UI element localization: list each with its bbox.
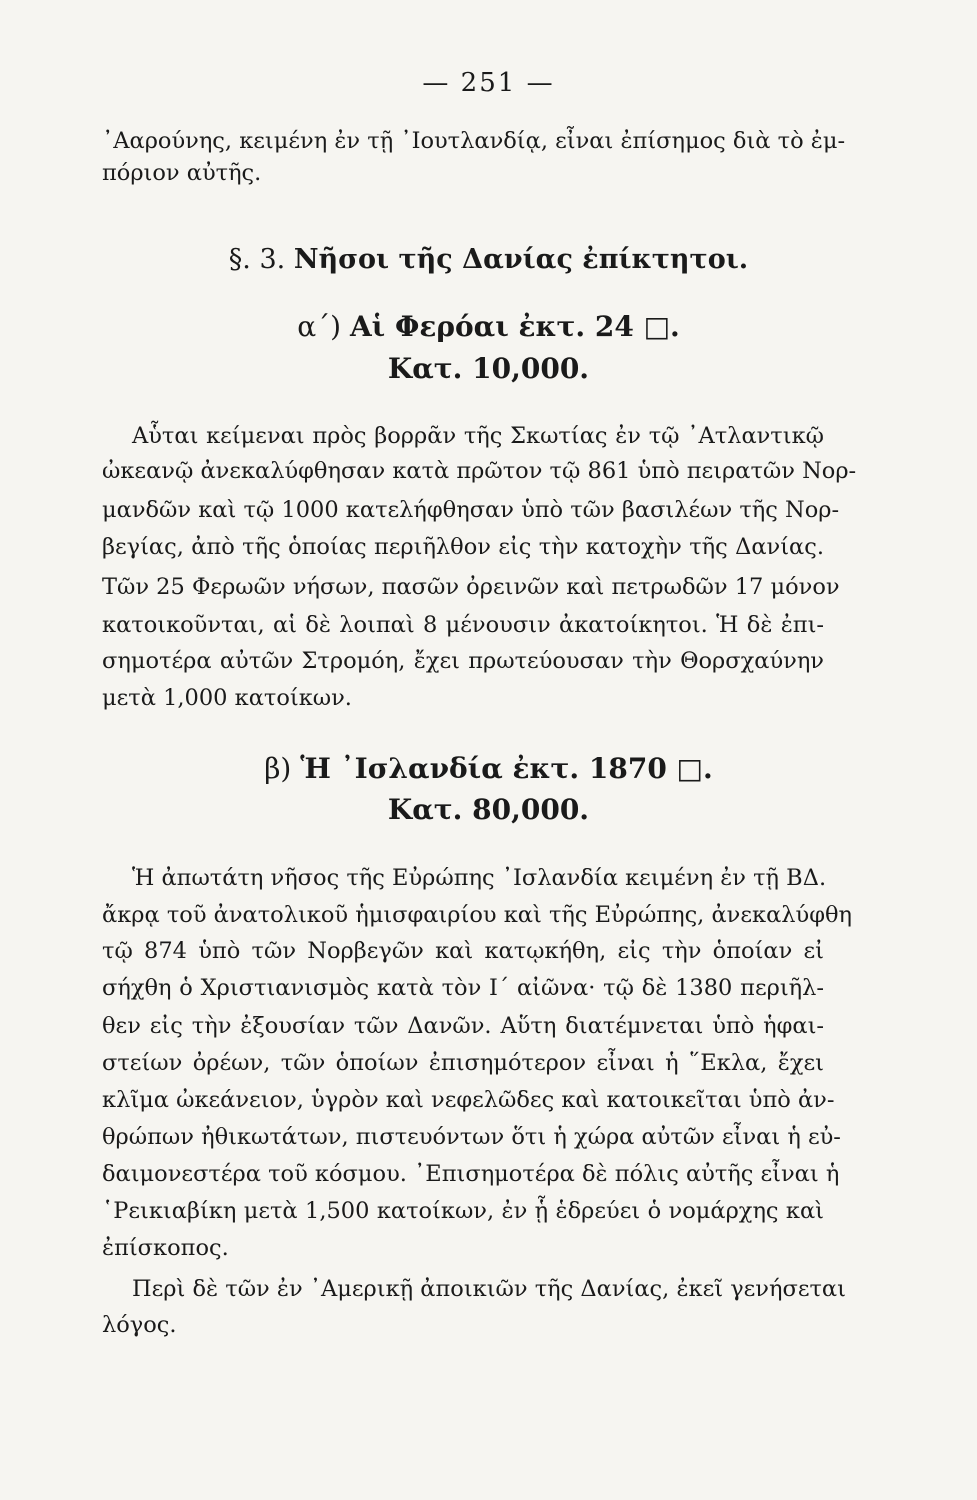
faroe-line: Αὗται κείμεναι πρὸς βορρᾶν τῆς Σκωτίας ἐν τῷ ᾿Ατλαντικῷ <box>132 423 824 449</box>
faroe-line: ὠκεανῷ ἀνεκαλύφθησαν κατὰ πρῶτον τῷ 861 ὑπὸ πειρατῶν Νορ- <box>102 458 857 484</box>
section-number: §. 3. <box>228 244 286 275</box>
iceland-heading-title: Ἡ ᾿Ισλανδία ἐκτ. 1870 □. <box>300 752 713 785</box>
section-title: Νῆσοι τῆς Δανίας ἐπίκτητοι. <box>293 244 749 275</box>
faroe-population-text: Κατ. 10,000. <box>387 352 590 385</box>
iceland-line: ῾Ρεικιαβίκη μετὰ 1,500 κατοίκων, ἐν ᾗ ἑδρεύει ὁ νομάρχης καὶ <box>102 1198 824 1224</box>
faroe-heading <box>0 310 977 343</box>
faroe-population <box>0 352 977 385</box>
faroe-line: μετὰ 1,000 κατοίκων. <box>102 685 352 711</box>
faroe-heading-title: Αἱ Φερόαι ἐκτ. 24 □. <box>349 310 680 343</box>
faroe-line: Τῶν 25 Φερωῶν νήσων, πασῶν ὀρεινῶν καὶ πετρωδῶν 17 μόνον <box>102 574 840 600</box>
faroe-line: μανδῶν καὶ τῷ 1000 κατελήφθησαν ὑπὸ τῶν βασιλέων τῆς Νορ- <box>102 497 840 523</box>
iceland-line: Ἡ ἀπωτάτη νῆσος τῆς Εὐρώπης ᾿Ισλανδία κειμένη ἐν τῇ ΒΔ. <box>132 865 827 891</box>
page-number: — 251 — <box>422 68 555 98</box>
iceland-line: σήχθη ὁ Χριστιανισμὸς κατὰ τὸν Ι΄ αἰῶνα· τῷ δὲ 1380 περιῆλ- <box>102 975 824 1001</box>
section-heading <box>0 244 977 275</box>
intro-line: πόριον αὐτῆς. <box>102 160 262 186</box>
faroe-heading-prefix: α΄) <box>297 310 342 343</box>
closing-line: Περὶ δὲ τῶν ἐν ᾿Αμερικῇ ἀποικιῶν τῆς Δανίας, ἐκεῖ γενήσεται <box>132 1276 846 1302</box>
iceland-line: τῷ 874 ὑπὸ τῶν Νορβεγῶν καὶ κατῳκήθη, εἰς τὴν ὁποίαν εἰ <box>102 938 824 964</box>
faroe-line: βεγίας, ἀπὸ τῆς ὁποίας περιῆλθον εἰς τὴν κατοχὴν τῆς Δανίας. <box>102 534 824 560</box>
intro-line: ᾿Ααρούνης, κειμένη ἐν τῇ ᾿Ιουτλανδίᾳ, εἶναι ἐπίσημος διὰ τὸ ἐμ- <box>102 128 846 154</box>
closing-line: λόγος. <box>102 1312 177 1338</box>
iceland-population-text: Κατ. 80,000. <box>387 793 590 826</box>
iceland-line: ἐπίσκοπος. <box>102 1235 229 1261</box>
faroe-line: σημοτέρα αὐτῶν Στρομόη, ἔχει πρωτεύουσαν τὴν Θορσχαύνην <box>102 648 824 674</box>
faroe-line: κατοικοῦνται, αἱ δὲ λοιπαὶ 8 μένουσιν ἀκατοίκητοι. Ἡ δὲ ἐπι- <box>102 612 824 638</box>
iceland-population <box>0 793 977 826</box>
iceland-line: δαιμονεστέρα τοῦ κόσμου. ᾿Επισημοτέρα δὲ πόλις αὐτῆς εἶναι ἡ <box>102 1161 840 1187</box>
iceland-line: στείων ὀρέων, τῶν ὁποίων ἐπισημότερον εἶναι ἡ ῞Εκλα, ἔχει <box>102 1050 824 1076</box>
iceland-line: ἄκρᾳ τοῦ ἀνατολικοῦ ἡμισφαιρίου καὶ τῆς Εὐρώπης, ἀνεκαλύφθη <box>102 902 852 928</box>
iceland-line: θεν εἰς τὴν ἐξουσίαν τῶν Δανῶν. Αὕτη διατέμνεται ὑπὸ ἡφαι- <box>102 1013 824 1039</box>
iceland-line: κλῖμα ὠκεάνειον, ὑγρὸν καὶ νεφελῶδες καὶ κατοικεῖται ὑπὸ ἀν- <box>102 1087 835 1113</box>
iceland-heading-prefix: β) <box>264 752 292 785</box>
iceland-line: θρώπων ἠθικωτάτων, πιστευόντων ὅτι ἡ χώρα αὐτῶν εἶναι ἡ εὐ- <box>102 1124 841 1150</box>
iceland-heading <box>0 752 977 785</box>
